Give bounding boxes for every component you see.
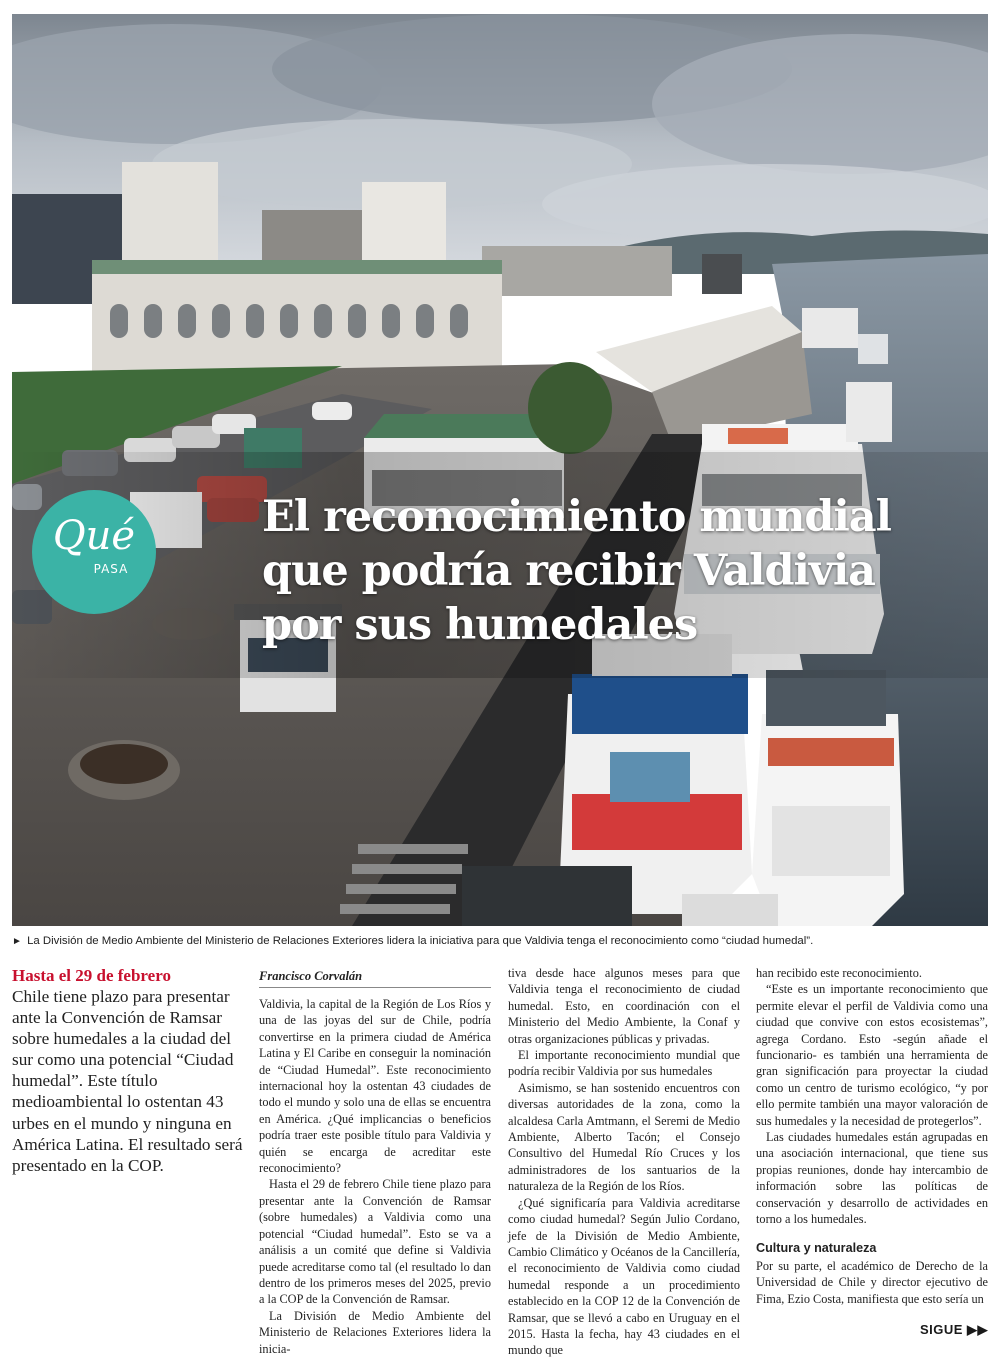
- paragraph: Hasta el 29 de febrero Chile tiene plazo para presentar ante la Convención de Ramsar (sobre humedales) a Valdivia como una potencial “Ciudad humedal”. Esto se va a análisis a un comité que define si Valdivia puede acreditarse como tal (el resultado lo dan dentro de los primeros meses del 2025, previo a la COP de la Convención de Ramsar.: [259, 1177, 491, 1307]
- paragraph: Asimismo, se han sostenido encuentros con diversas autoridades de la zona, como la alcaldesa Carla Amtmann, el Seremi de Medio Ambiente, Alberto Tacón; el Consejo Consultivo del Humedal Río Cruces y los administradores de los santuarios de la naturaleza de la Región de los Ríos.: [508, 1080, 740, 1194]
- badge-pasa-text: PASA: [93, 562, 129, 576]
- caption-text: La División de Medio Ambiente del Ministerio de Relaciones Exteriores lidera la iniciativa para que Valdivia tenga el reconocimiento como “ciudad humedal”.: [27, 935, 814, 947]
- sidebar-kicker: Hasta el 29 de febrero: [12, 966, 171, 985]
- paragraph: “Este es un importante reconocimiento que permite elevar el perfil de Valdivia como una ciudad que convive con estos ecosistemas”, agrega Cordano. Esto -según añade el funcionario- es también una herramienta de gran significación para proyectar la ciudad como un centro de turismo ecológico, “y por ello permite también una mayor valoración de sus humedales y la necesidad de protegerlos”.: [756, 982, 988, 1128]
- paragraph: han recibido este reconocimiento.: [756, 966, 922, 980]
- continue-marker: SIGUE ▶▶: [919, 1322, 988, 1337]
- paragraph: Las ciudades humedales están agrupadas en una asociación internacional, que tiene sus propias reuniones, donde hay intercambio de información sobre las políticas de conservación y desarrollo de actividades en torno a los humedales.: [756, 1130, 988, 1227]
- paragraph: Por su parte, el académico de Derecho de la Universidad de Chile y director ejecutivo de Fima, Ezio Costa, manifiesta que esto sería un: [756, 1258, 988, 1306]
- paragraph: La División de Medio Ambiente del Ministerio de Relaciones Exteriores lidera la inicia-: [259, 1308, 491, 1356]
- article-headline: El reconocimiento mundial que podría recibir Valdivia por sus humedales: [262, 492, 892, 650]
- article-column-1: [259, 968, 491, 1357]
- paragraph: Valdivia, la capital de la Región de Los Ríos y una de las joyas del sur de Chile, podría convertirse en la primera ciudad de América Latina y El Caribe en conseguir la nominación de “Ciudad Humedal”. Este reconocimiento internacional hoy la ostentan 43 ciudades de todo el mundo y solo una de ellas se encuentra en América. ¿Qué implicancias o beneficios podría traer este posible título para Valdivia y quién se encarga de acreditar este reconocimiento?: [259, 997, 491, 1176]
- byline: Francisco Corvalán: [259, 968, 491, 988]
- paragraph: El importante reconocimiento mundial que podría recibir Valdivia por sus humedales: [508, 1048, 740, 1079]
- caption-arrow-icon: ►: [12, 936, 22, 947]
- article-column-2: [508, 965, 740, 1359]
- section-subhead: Cultura y naturaleza: [756, 1240, 877, 1255]
- que-pasa-badge: [32, 490, 156, 614]
- paragraph: tiva desde hace algunos meses para que Valdivia tenga el reconocimiento de ciudad humedal. Esto, en coordinación con el Ministerio del Medio Ambiente, la Conaf y otras organizaciones públicas y privadas.: [508, 966, 740, 1046]
- valdivia-waterfront-illustration: [12, 14, 988, 926]
- photo-caption: [12, 933, 988, 950]
- badge-que-text: Qué: [52, 513, 136, 559]
- summary-sidebar: [12, 965, 248, 1176]
- paragraph: ¿Qué significaría para Valdivia acreditarse como ciudad humedal? Según Julio Cordano, jefe de la División de Medio Ambiente, Cambio Climático y Océanos de la Cancillería, el reconocimiento de Valdivia como ciudad humedal responde a un procedimiento establecido en la COP 12 de la Convención de Ramsar, que se llevó a cabo en Uruguay en el 2015. Hasta la fecha, hay 43 ciudades en el mundo que: [508, 1195, 740, 1358]
- sidebar-body: Chile tiene plazo para presentar ante la Convención de Ramsar sobre humedales a la ciudad del sur como una potencial “Ciudad humedal”. Este título medioambiental lo ostentan 43 urbes en el mundo y ninguna en América Latina. El resultado será presentado en la COP.: [12, 987, 243, 1175]
- article-column-3: [756, 965, 988, 1307]
- hero-photo: [12, 14, 988, 926]
